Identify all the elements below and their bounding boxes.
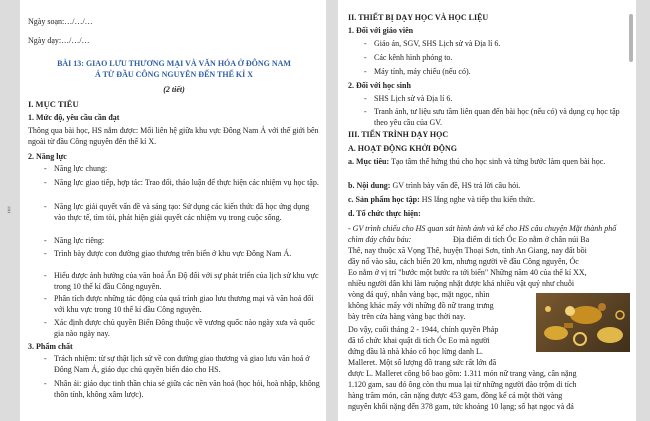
list-item: - Giáo án, SGV, SHS Lịch sử và Địa lí 6. [348,39,632,50]
list-item: - Máy tính, máy chiếu (nếu có). [348,67,632,78]
content-line [348,181,632,192]
story-line: Do vậy, cuối tháng 2 - 1944, chính quyền Pháp [348,325,499,334]
list-item: - SHS Lịch sử và Địa lí 6. [348,94,632,105]
list-item: - Phân tích được những tác động của quá trình giao lưu thương mại và văn hoá đối với khu vực trong 10 thế kỉ đầu Công nguyên. [28,294,320,315]
intro-paragraph: Thông qua bài học, HS nắm được: Mối liên hệ giữa khu vực Đông Nam Á với thế giới bên ngoài từ đầu Công nguyên đến thế kỉ X. [28,126,319,146]
content-label: b. Nội dung: [348,181,391,190]
story-line: nguyên khối nặng đến 378 gam, tức khoảng 10 lạng; số hạt ngọc và đá [348,402,574,411]
story-line: đầy nổ vào sâu, cách biển 20 km, nhưng người về đầu Công nguyên, Óc [348,257,579,266]
drag-handle-icon[interactable]: ⁞⁞ [7,205,11,215]
objective-label: a. Mục tiêu: [348,157,390,166]
list-item: - Trình bày được con đường giao thương trên biển ở khu vực Đông Nam Á. [28,249,320,260]
gold-artifacts-photo [536,293,630,352]
story-line: hàng trăm món, cân nặng được 453 gam, đồng kể cả một thời vàng [348,391,563,400]
lesson-title-line2: Á TỪ ĐẦU CÔNG NGUYÊN ĐẾN THẾ KỈ X [94,70,254,79]
section-warmup: A. HOẠT ĐỘNG KHỞI ĐỘNG [348,144,457,153]
product-text: HS lắng nghe và tiếp thu kiến thức. [421,195,535,204]
content-text: GV trình bày vấn đề, HS trả lời câu hỏi. [392,181,521,190]
subsection-competencies: 2. Năng lực [28,152,67,161]
story-line: Malleret. Một số lượng đồ trang sức rất lớn đã [348,358,497,367]
story-line: không khác mấy với những đồ nữ trang trưng [348,301,494,310]
list-item: - Các kênh hình phóng to. [348,53,632,64]
list-item: - Tranh ảnh, tư liệu sưu tầm liên quan đến bài học (nếu có) và dụng cụ học tập theo yêu cầu của GV. [348,107,632,128]
story-line: Eo nằm ở vị trí "bước một bước ra tới biển" Những năm 40 của thế kỉ XX, [348,268,587,277]
subsection-requirements: 1. Mức độ, yêu cầu cần đạt [28,113,120,122]
list-item: - Xác định được chủ quyền Biển Đông thuộc về vương quốc nào ngày xưa và quốc gia nào ngày nay. [28,318,320,339]
list-item: - Năng lực chung: [28,164,320,175]
list-item: - Năng lực giải quyết vấn đề và sáng tạo: Sử dụng các kiến thức đã học ứng dụng vào thực tế, tìm tòi, phát hiện giải quyết các nhiệm vụ trong cuộc sống. [28,202,320,223]
story-line: được L. Malleret công bố bao gồm: 1.311 món nữ trang vàng, cân nặng [348,369,577,378]
scrollbar-thumb[interactable] [629,14,633,62]
list-item: - Trách nhiệm: từ sự thật lịch sử về con đường giao thương và giao lưu văn hoá ở Đông Nam Á, giáo dục chủ quyền biển đảo cho HS. [28,354,320,375]
subsection-students: 2. Đối với học sinh [348,81,411,90]
story-line: đứng đầu là nhà khảo cổ học lừng danh L. [348,347,483,356]
lesson-title-line1: BÀI 13: GIAO LƯU THƯƠNG MẠI VÀ VĂN HÓA Ở ĐÔNG NAM [57,59,291,68]
story-line: nhiều người dân khi làm ruộng nhặt được khá nhiều vật quý như chuỗi [348,279,575,288]
story-line: vòng đá quý, nhẫn vàng bạc, mặt ngọc, nhìn [348,290,490,299]
right-page [338,0,636,421]
section-equipment: II. THIẾT BỊ DẠY HỌC VÀ HỌC LIỆU [348,13,489,22]
left-page [20,0,326,421]
objective-line [348,157,632,168]
objective-text: Tạo tâm thế hứng thú cho học sinh và từng bước làm quen bài học. [390,157,606,166]
list-item: - Năng lực riêng: [28,236,320,247]
list-item: - Năng lực giao tiếp, hợp tác: Trao đổi, thảo luận để thực hiện các nhiệm vụ học tập. [28,178,320,189]
product-label: c. Sản phẩm học tập: [348,195,420,204]
story-line: đã tổ chức khai quật di tích Óc Eo mà người [348,336,490,345]
story-intro: - GV trình chiếu cho HS quan sát hình ảnh và kể cho HS câu chuyện Mặt thành phố chìm đáy châu báu: [348,224,617,244]
list-item: - Hiểu được ảnh hưởng của văn hoá Ấn Độ đối với sự phát triển của lịch sử khu vực trong 10 thế kỉ đầu Công nguyên. [28,271,320,292]
subsection-qualities: 3. Phẩm chất [28,342,73,351]
date-prepared: Ngày soạn:…/…/… [28,17,93,26]
story-line: Thê, nay thuộc xã Vọng Thê, huyện Thoại Sơn, tỉnh An Giang, nay đất bồi [348,246,587,255]
story-line: Địa điểm di tích Óc Eo nằm ở chân núi Ba [453,235,590,244]
artifacts-illustration [536,293,630,352]
section-process: III. TIẾN TRÌNH DẠY HỌC [348,130,449,139]
story-line: 1.120 gam, sau đó ông còn thu mua lại từ những người đào trộm di tích [348,380,577,389]
list-item: - Nhân ái: giáo dục tinh thần chia sẻ giữa các nền văn hoá (học hỏi, hoà nhập, không thôn tính, không xâm lược). [28,379,320,400]
subsection-procedure: d. Tổ chức thực hiện: [348,209,421,218]
date-taught: Ngày dạy:…/…/… [28,36,90,45]
subsection-teacher: 1. Đối với giáo viên [348,26,414,35]
lesson-duration: (2 tiết) [163,85,185,94]
section-objectives: I. MỤC TIÊU [28,99,79,109]
story-line: bày trên cửa hàng vàng bạc thời nay. [348,312,466,321]
product-line [348,195,632,206]
